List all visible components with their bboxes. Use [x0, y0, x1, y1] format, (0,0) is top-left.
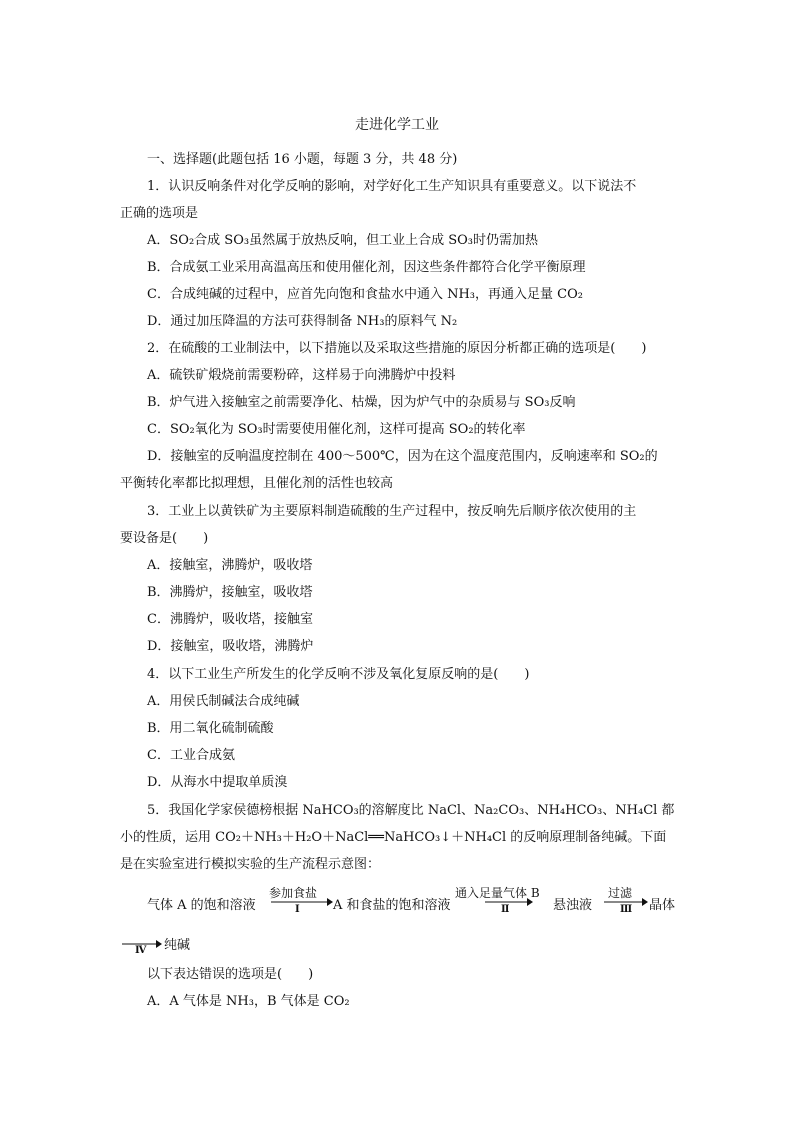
- q1-option-c: C．合成纯碱的过程中，应首先向饱和食盐水中通入 NH₃，再通入足量 CO₂: [147, 287, 583, 302]
- q4-option-b: B．用二氧化硫制硫酸: [147, 721, 274, 736]
- q5-option-a: A．A 气体是 NH₃，B 气体是 CO₂: [147, 994, 350, 1009]
- flow-mid-2: 悬浊液: [553, 898, 593, 913]
- q2-stem: 2．在硫酸的工业制法中，以下措施以及采取这些措施的原因分析都正确的选项是( ): [147, 341, 647, 356]
- flow-arrow-3-label: 过滤: [608, 886, 633, 900]
- q1-option-a: A．SO₂合成 SO₃虽然属于放热反响，但工业上合成 SO₃时仍需加热: [147, 233, 538, 248]
- flow-mid-1: A 和食盐的饱和溶液: [333, 898, 451, 913]
- q3-option-b: B．沸腾炉，接触室，吸收塔: [147, 585, 313, 600]
- q4-option-c: C．工业合成氨: [147, 748, 235, 763]
- q3-option-c: C．沸腾炉，吸收塔，接触室: [147, 612, 313, 627]
- flow-arrow-1-step: Ⅰ: [295, 904, 300, 915]
- q5-flow-diagram-continued: [120, 934, 320, 956]
- q1-stem-line2: 正确的选项是: [120, 206, 199, 221]
- q5-stem-line2: 小的性质，运用 CO₂＋NH₃＋H₂O＋NaCl══NaHCO₃↓＋NH₄Cl 的反响原理制备纯碱。下面: [120, 830, 667, 845]
- q1-stem-line1: 1．认识反响条件对化学反响的影响，对学好化工生产知识具有重要意义。以下说法不: [147, 179, 637, 194]
- flow-arrow-1-label: 参加食盐: [269, 886, 318, 900]
- flow-arrow-3-step: Ⅲ: [620, 904, 633, 915]
- q2-option-b: B．炉气进入接触室之前需要净化、枯燥，因为炉气中的杂质易与 SO₃反响: [147, 395, 576, 410]
- flow-arrow-1: [269, 884, 333, 924]
- flow-arrow-4-step: Ⅳ: [135, 945, 147, 956]
- q3-option-d: D．接触室，吸收塔，沸腾炉: [147, 639, 314, 654]
- q5-flow-diagram: [147, 884, 687, 924]
- q1-option-b: B．合成氨工业采用高温高压和使用催化剂，因这些条件都符合化学平衡原理: [147, 260, 586, 275]
- q2-option-d-line1: D．接触室的反响温度控制在 400～500℃，因为在这个温度范围内，反响速率和 SO₂的: [147, 449, 658, 464]
- arrow-right-icon: [269, 897, 333, 907]
- q5-stem-line3: 是在实验室进行模拟实验的生产流程示意图：: [120, 857, 381, 872]
- q4-option-d: D．从海水中提取单质溴: [147, 775, 288, 790]
- q2-option-a: A．硫铁矿煅烧前需要粉碎，这样易于向沸腾炉中投料: [147, 368, 456, 383]
- flow-arrow-3: [602, 884, 648, 924]
- document-title: 走进化学工业: [355, 117, 439, 133]
- q3-option-a: A．接触室，沸腾炉，吸收塔: [147, 558, 313, 573]
- q2-option-c: C．SO₂氧化为 SO₃时需要使用催化剂，这样可提高 SO₂的转化率: [147, 422, 526, 437]
- q4-stem: 4．以下工业生产所发生的化学反响不涉及氧化复原反响的是( ): [147, 667, 530, 682]
- q3-stem-line2: 要设备是( ): [120, 531, 209, 546]
- section-heading: 一、选择题(此题包括 16 小题，每题 3 分，共 48 分): [147, 152, 458, 167]
- flow-start: 气体 A 的饱和溶液: [147, 898, 256, 913]
- flow-mid-3: 晶体: [649, 898, 676, 913]
- q5-ask: 以下表达错误的选项是( ): [147, 967, 314, 982]
- q5-stem-line1: 5．我国化学家侯德榜根据 NaHCO₃的溶解度比 NaCl、Na₂CO₃、NH₄HCO₃、NH₄Cl 都: [147, 803, 675, 818]
- flow-arrow-2-label: 通入足量气体 B: [455, 886, 540, 900]
- q4-option-a: A．用侯氏制碱法合成纯碱: [147, 694, 300, 709]
- q3-stem-line1: 3．工业上以黄铁矿为主要原料制造硫酸的生产过程中，按反响先后顺序依次使用的主: [147, 504, 637, 519]
- flow-arrow-2-step: Ⅱ: [501, 904, 510, 915]
- flow-end: 纯碱: [164, 938, 191, 953]
- q1-option-d: D．通过加压降温的方法可获得制备 NH₃的原料气 N₂: [147, 314, 458, 329]
- flow-arrow-2: [455, 884, 551, 924]
- q2-option-d-line2: 平衡转化率都比拟理想，且催化剂的活性也较高: [120, 476, 394, 491]
